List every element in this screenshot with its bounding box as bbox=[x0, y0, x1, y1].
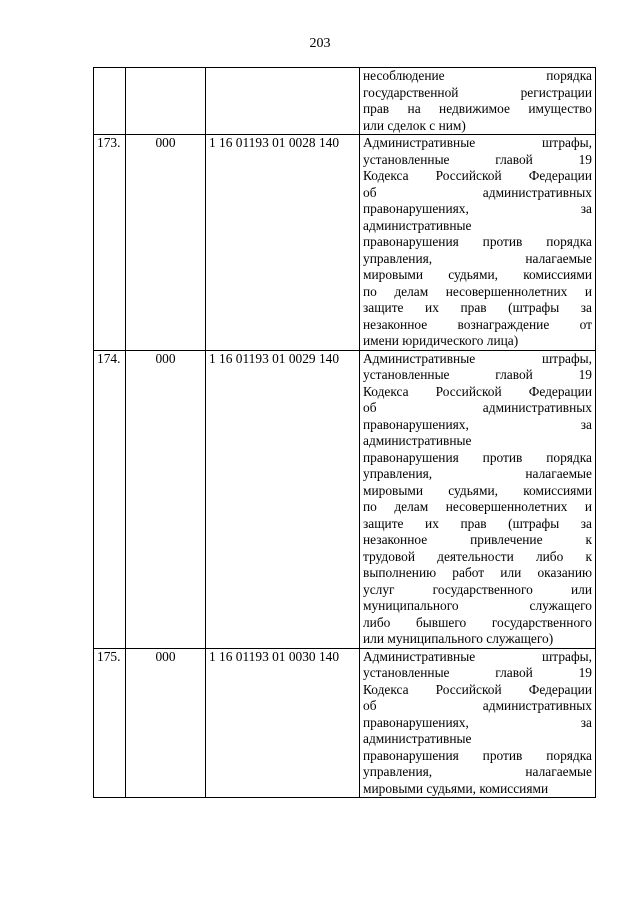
revenue-name-line: установленные главой 19 bbox=[363, 151, 592, 167]
revenue-name-line: по делам несовершеннолетних и bbox=[363, 499, 592, 514]
revenue-name-line: имени юридического лица) bbox=[363, 333, 519, 348]
revenue-name-line: незаконное привлечение к bbox=[363, 532, 592, 547]
table-body bbox=[94, 68, 596, 798]
revenue-name-line: защите их прав (штрафы за bbox=[363, 300, 592, 315]
revenue-name-line: мировыми судьями, комиссиями bbox=[363, 267, 592, 282]
revenue-name-line: об административных bbox=[363, 184, 592, 200]
revenue-name-line: муниципального служащего bbox=[363, 598, 592, 613]
revenue-name-line: Административные штрафы, bbox=[363, 350, 592, 366]
revenue-name-cell bbox=[360, 68, 596, 135]
table-row bbox=[94, 135, 596, 351]
kbk-code-cell bbox=[206, 68, 360, 135]
revenue-name-line: Кодекса Российской Федерации bbox=[363, 681, 592, 697]
row-number-cell bbox=[94, 68, 126, 135]
revenue-name-line: установленные главой 19 bbox=[363, 367, 592, 382]
revenue-name-line: прав на недвижимое имущество bbox=[363, 101, 592, 116]
revenue-name-line: административные bbox=[363, 433, 472, 448]
revenue-name-line: правонарушениях, за bbox=[363, 714, 592, 730]
budget-classification-table bbox=[93, 67, 596, 798]
administrator-code-cell: 000 bbox=[126, 350, 206, 648]
revenue-name-line: административные bbox=[363, 217, 472, 233]
revenue-name-line: Административные штрафы, bbox=[363, 135, 592, 150]
revenue-name-line: незаконное вознаграждение от bbox=[363, 316, 592, 332]
revenue-name-line: или сделок с ним) bbox=[363, 117, 466, 133]
revenue-name-line: управления, налагаемые bbox=[363, 764, 592, 779]
revenue-name-line: трудовой деятельности либо к bbox=[363, 548, 592, 564]
administrator-code-cell: 000 bbox=[126, 648, 206, 798]
revenue-name-line: правонарушениях, за bbox=[363, 416, 592, 432]
revenue-name-line: об административных bbox=[363, 698, 592, 713]
table-row bbox=[94, 648, 596, 798]
revenue-name-line: услуг государственного или bbox=[363, 581, 592, 597]
revenue-name-cell bbox=[360, 135, 596, 351]
page-number: 203 bbox=[309, 36, 331, 51]
revenue-name-line: защите их прав (штрафы за bbox=[363, 515, 592, 531]
revenue-name-line: выполнению работ или оказанию bbox=[363, 565, 592, 580]
revenue-name-line: по делам несовершеннолетних и bbox=[363, 283, 592, 299]
revenue-name-line: Кодекса Российской Федерации bbox=[363, 383, 592, 399]
revenue-name-line: государственной регистрации bbox=[363, 84, 592, 100]
revenue-name-line: управления, налагаемые bbox=[363, 466, 592, 481]
row-number-cell: 175. bbox=[94, 648, 126, 798]
revenue-name-line: об административных bbox=[363, 400, 592, 415]
revenue-name-line: либо бывшего государственного bbox=[363, 614, 592, 630]
revenue-name-line: управления, налагаемые bbox=[363, 250, 592, 266]
revenue-name-line: правонарушениях, за bbox=[363, 201, 592, 216]
row-number-cell: 173. bbox=[94, 135, 126, 351]
revenue-name-line: мировыми судьями, комиссиями bbox=[363, 482, 592, 498]
kbk-code-cell: 1 16 01193 01 0030 140 bbox=[206, 648, 360, 798]
administrator-code-cell bbox=[126, 68, 206, 135]
revenue-name-line: установленные главой 19 bbox=[363, 665, 592, 680]
revenue-name-line: Административные штрафы, bbox=[363, 648, 592, 664]
kbk-code-cell: 1 16 01193 01 0029 140 bbox=[206, 350, 360, 648]
table-row bbox=[94, 350, 596, 648]
revenue-name-line: или муниципального служащего) bbox=[363, 631, 554, 646]
table-row bbox=[94, 68, 596, 135]
row-number-cell: 174. bbox=[94, 350, 126, 648]
kbk-code-cell: 1 16 01193 01 0028 140 bbox=[206, 135, 360, 351]
revenue-name-line: административные bbox=[363, 731, 472, 746]
revenue-name-line: правонарушения против порядка bbox=[363, 747, 592, 763]
revenue-name-line: несоблюдение порядка bbox=[363, 68, 592, 83]
revenue-name-line: правонарушения против порядка bbox=[363, 449, 592, 465]
administrator-code-cell: 000 bbox=[126, 135, 206, 351]
revenue-name-cell bbox=[360, 350, 596, 648]
revenue-name-line: Кодекса Российской Федерации bbox=[363, 168, 592, 183]
revenue-name-line: мировыми судьями, комиссиями bbox=[363, 780, 549, 796]
revenue-name-cell bbox=[360, 648, 596, 798]
revenue-name-line: правонарушения против порядка bbox=[363, 234, 592, 249]
